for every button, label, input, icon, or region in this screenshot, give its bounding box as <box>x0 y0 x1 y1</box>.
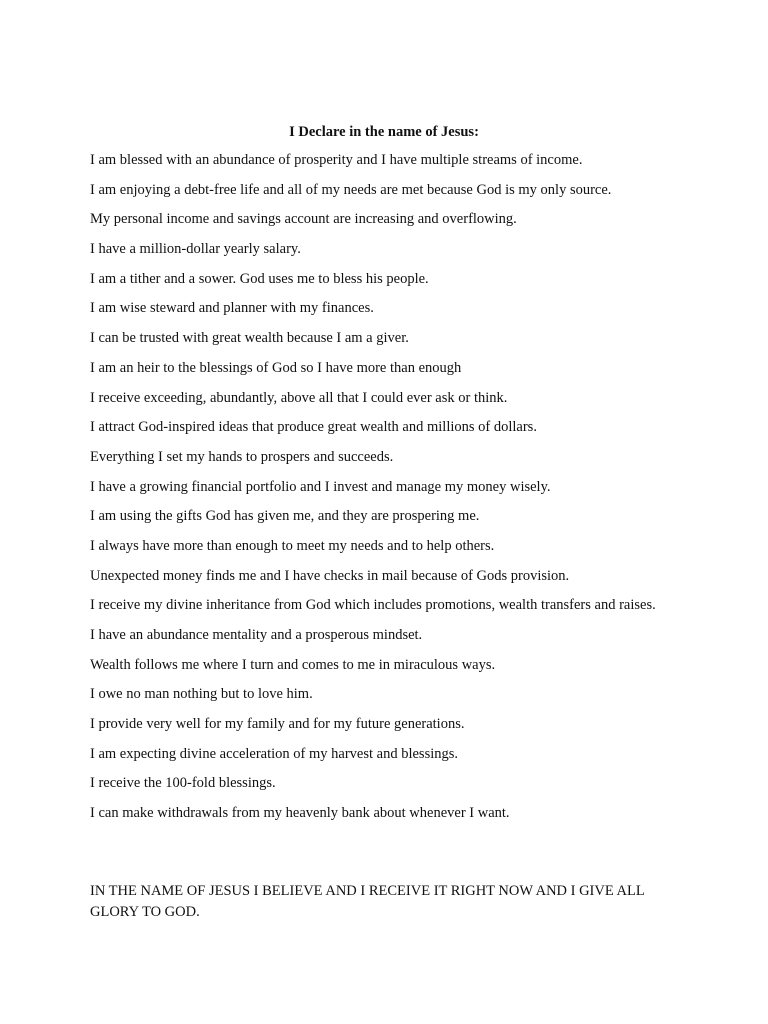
declaration-item: I owe no man nothing but to love him. <box>90 686 313 703</box>
declaration-item: I have a million-dollar yearly salary. <box>90 241 301 258</box>
declaration-item: I have a growing financial portfolio and I invest and manage my money wisely. <box>90 478 551 495</box>
declaration-item: I can be trusted with great wealth because I am a giver. <box>90 330 409 347</box>
declaration-item: I am a tither and a sower. God uses me to bless his people. <box>90 270 429 287</box>
declaration-item: I am using the gifts God has given me, and they are prospering me. <box>90 508 480 525</box>
declaration-item: I am expecting divine acceleration of my harvest and blessings. <box>90 745 459 762</box>
declaration-item: I provide very well for my family and for my future generations. <box>90 716 465 733</box>
declaration-item: Everything I set my hands to prospers and succeeds. <box>90 448 394 465</box>
closing-statement: IN THE NAME OF JESUS I BELIEVE AND I RECEIVE IT RIGHT NOW AND I GIVE ALL GLORY TO GOD. <box>90 883 645 920</box>
declaration-item: My personal income and savings account are increasing and overflowing. <box>90 211 517 228</box>
declaration-item: Wealth follows me where I turn and comes to me in miraculous ways. <box>90 656 496 673</box>
declaration-item: I am blessed with an abundance of prosperity and I have multiple streams of income. <box>90 152 583 168</box>
declaration-item: I am an heir to the blessings of God so I have more than enough <box>90 359 462 376</box>
declaration-item: I receive my divine inheritance from God which includes promotions, wealth transfers and raises. <box>90 597 656 614</box>
declaration-item: Unexpected money finds me and I have checks in mail because of Gods provision. <box>90 567 570 584</box>
declaration-item: I receive the 100-fold blessings. <box>90 775 276 792</box>
declaration-item: I receive exceeding, abundantly, above all that I could ever ask or think. <box>90 389 508 406</box>
declaration-item: I attract God-inspired ideas that produce great wealth and millions of dollars. <box>90 419 537 436</box>
declaration-list <box>90 151 670 834</box>
declaration-item: I am wise steward and planner with my finances. <box>90 300 374 317</box>
document-title: I Declare in the name of Jesus: <box>289 124 479 140</box>
declaration-item: I always have more than enough to meet my needs and to help others. <box>90 537 495 554</box>
declaration-item: I have an abundance mentality and a prosperous mindset. <box>90 627 423 643</box>
declaration-item: I am enjoying a debt-free life and all of my needs are met because God is my only source. <box>90 181 612 198</box>
declaration-item: I can make withdrawals from my heavenly bank about whenever I want. <box>90 805 510 822</box>
